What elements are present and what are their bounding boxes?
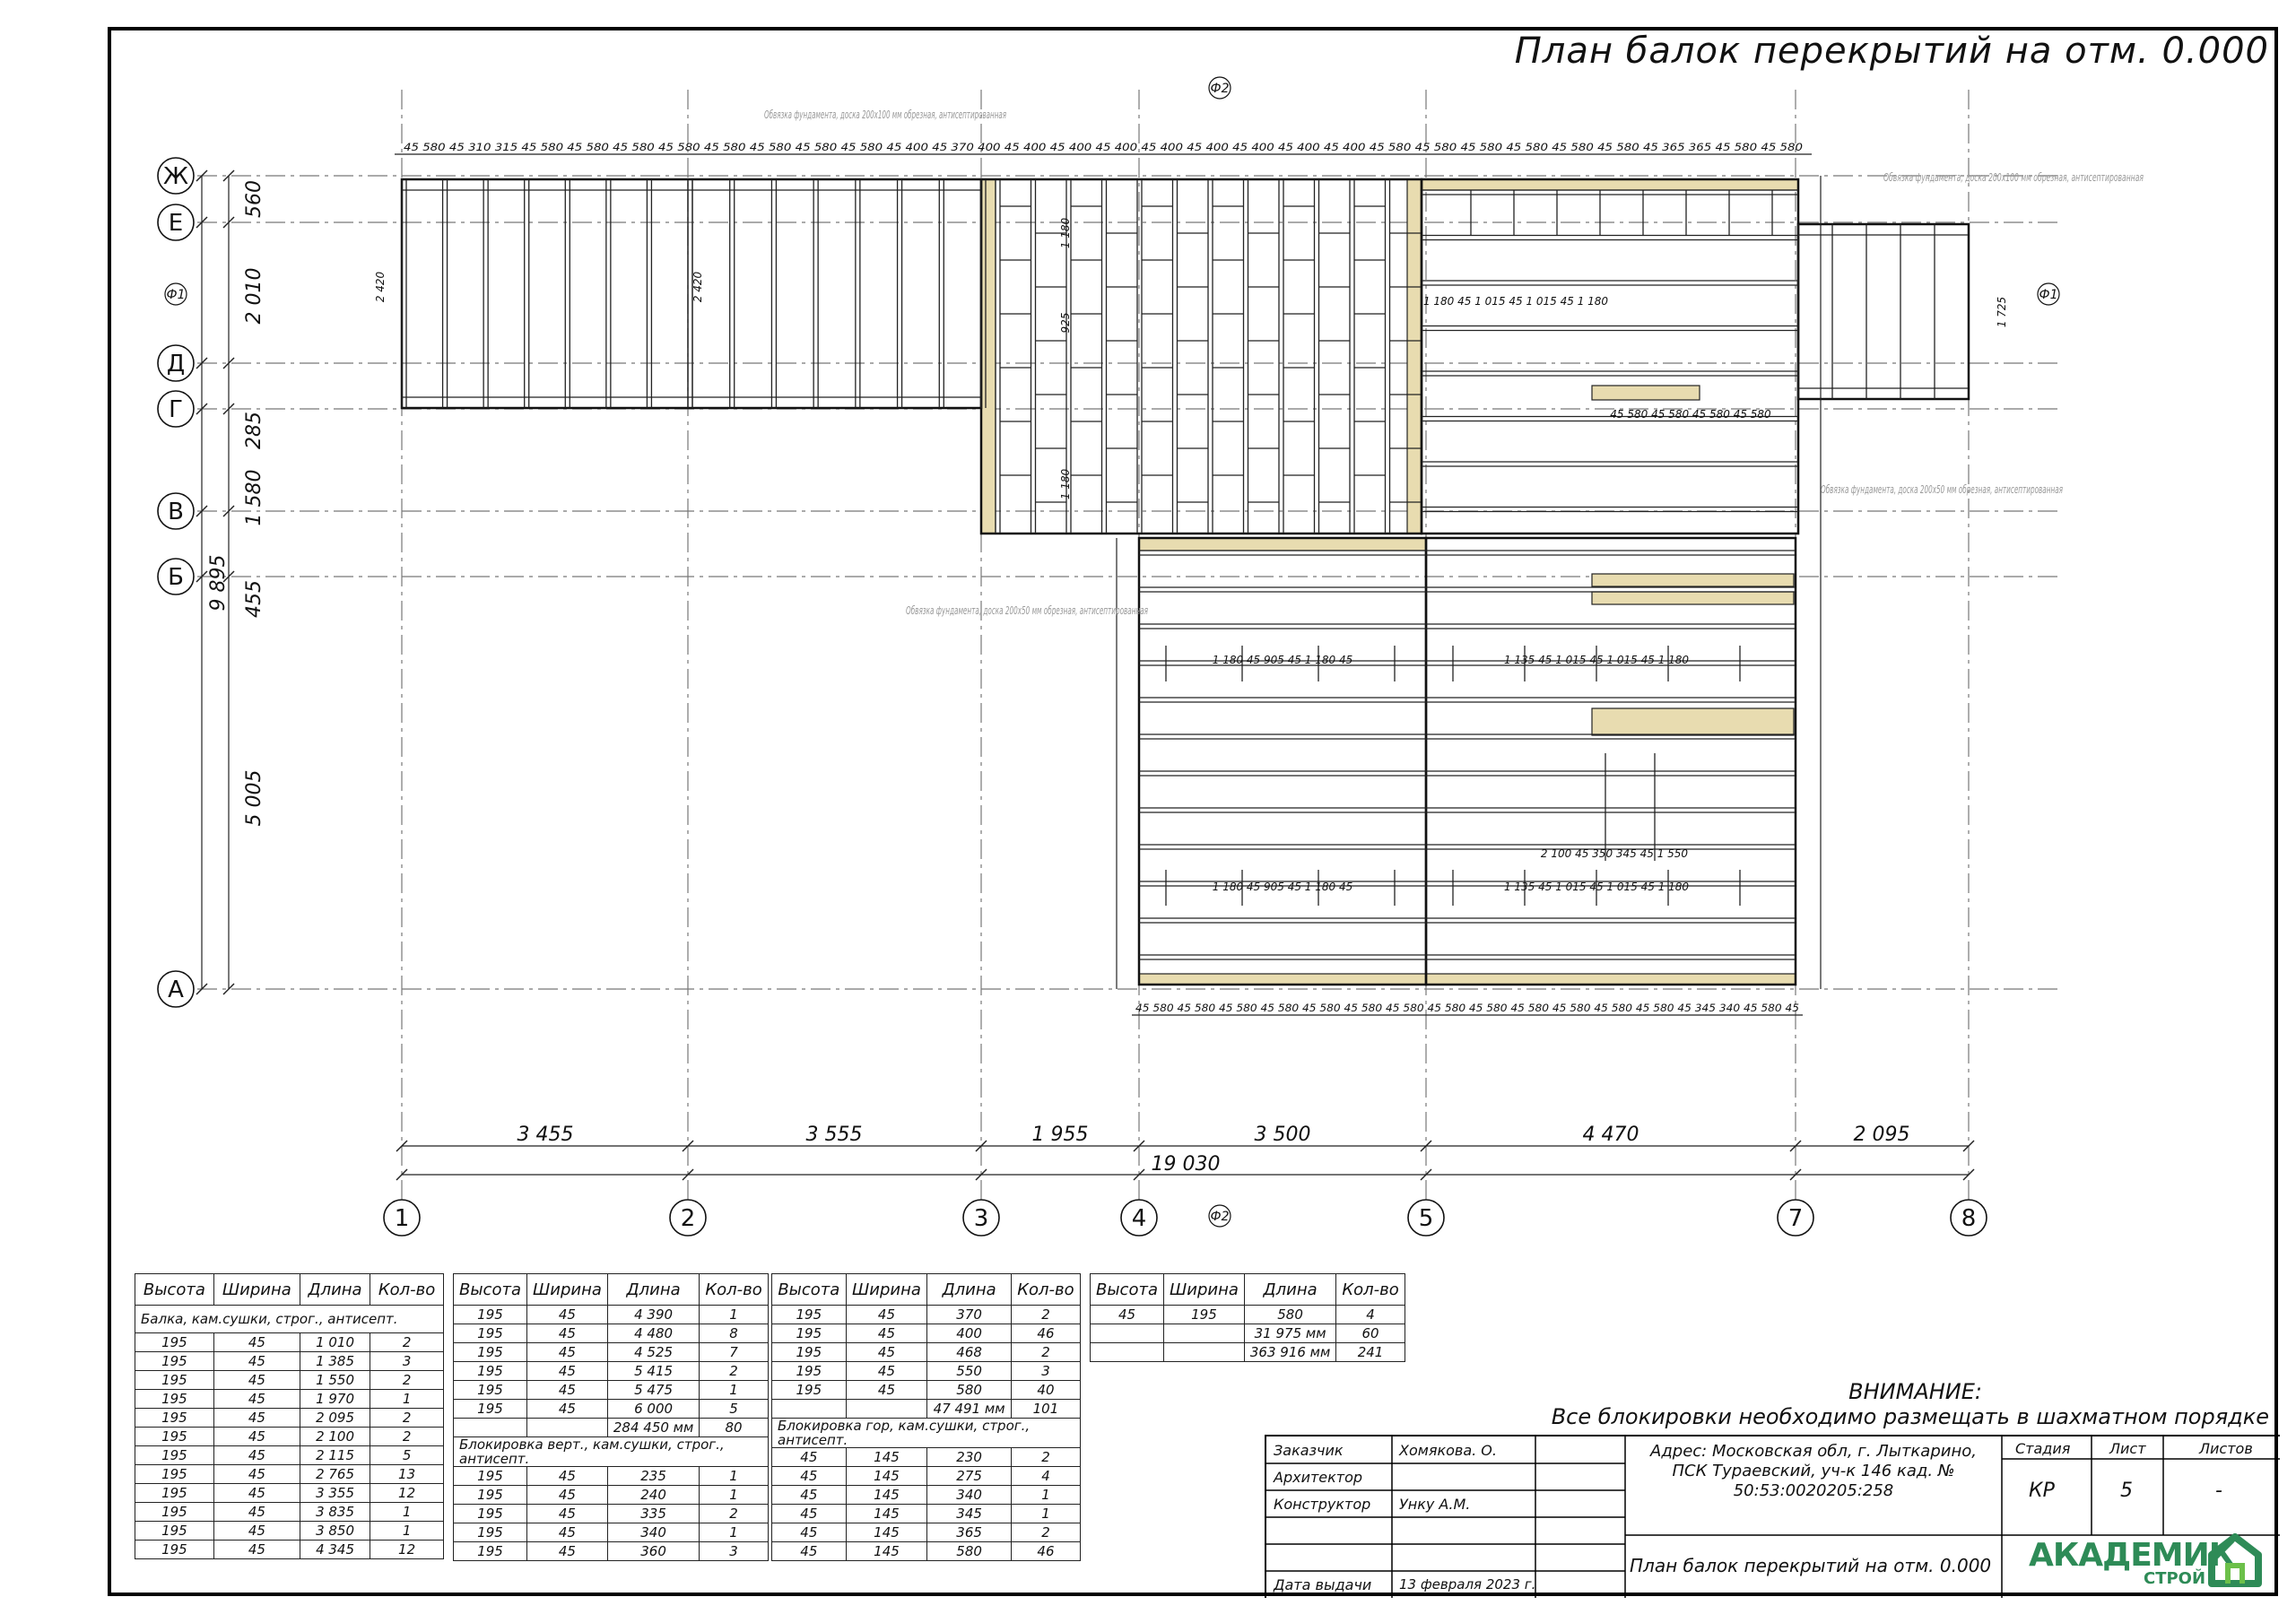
table-row bbox=[454, 1486, 769, 1505]
axis-label: 4 bbox=[1131, 1205, 1147, 1232]
total-row bbox=[1091, 1343, 1405, 1362]
cell-height: 195 bbox=[135, 1465, 214, 1484]
table-body bbox=[454, 1467, 769, 1561]
cell-height: 195 bbox=[772, 1324, 847, 1343]
table-row bbox=[772, 1448, 1081, 1467]
dim-left-455: 455 bbox=[243, 580, 265, 618]
table-header bbox=[772, 1274, 1081, 1306]
col-length: Длина bbox=[927, 1274, 1012, 1306]
table-body bbox=[135, 1333, 444, 1559]
cell-length: 2 095 bbox=[300, 1409, 370, 1428]
dim-string-top: 45 580 45 310 315 45 580 45 580 45 580 45 580 45 580 45 580 45 580 45 580 45 400 45 370 400 45 400 45 400 45 400 45 400 45 400 45 400 45 400 45 400 45 580 45 580 45 580 45 580 45 580 45 580 45 365 365 45 580 45 580 bbox=[404, 141, 1803, 153]
table-row bbox=[772, 1324, 1081, 1343]
table-header bbox=[1091, 1274, 1405, 1306]
cell-length: 3 850 bbox=[300, 1522, 370, 1541]
col-height: Высота bbox=[454, 1274, 527, 1306]
cell-width: 45 bbox=[213, 1428, 300, 1446]
col-width: Ширина bbox=[1164, 1274, 1245, 1306]
cell-length: 580 bbox=[927, 1542, 1012, 1561]
dim-bottom-3: 1 955 bbox=[1031, 1124, 1089, 1146]
col-width: Ширина bbox=[846, 1274, 927, 1306]
cell-length: 275 bbox=[927, 1467, 1012, 1486]
dim-bottom-2: 3 555 bbox=[805, 1124, 863, 1146]
table-row bbox=[135, 1333, 444, 1352]
cell-qty: 2 bbox=[370, 1428, 444, 1446]
cell-width: 45 bbox=[846, 1306, 927, 1324]
cell-height: 45 bbox=[772, 1448, 847, 1467]
total-length: 363 916 мм bbox=[1244, 1343, 1335, 1362]
inner-dim-v1: 2 420 bbox=[374, 271, 387, 303]
total-qty: 241 bbox=[1336, 1343, 1405, 1362]
cell-height: 195 bbox=[135, 1333, 214, 1352]
cell-length: 235 bbox=[607, 1467, 699, 1486]
cell-width: 45 bbox=[213, 1446, 300, 1465]
dim-left-560: 560 bbox=[243, 180, 265, 218]
cell-height: 195 bbox=[454, 1306, 527, 1324]
inner-dim-row2: 45 580 45 580 45 580 45 580 bbox=[1610, 408, 1771, 421]
note-strapping-2: Обвязка фундамента, доска 200х100 мм обрезная, антисептированная bbox=[1883, 171, 2144, 184]
total-length: 284 450 мм bbox=[607, 1419, 699, 1437]
project-address: Адрес: Московская обл, г. Лыткарино, ПСК Тураевский, уч-к 146 кад. № 50:53:0020205:258 bbox=[1650, 1442, 1977, 1500]
table-row bbox=[454, 1343, 769, 1362]
cell-qty: 46 bbox=[1011, 1542, 1080, 1561]
cell-height: 45 bbox=[772, 1467, 847, 1486]
cell-width: 45 bbox=[527, 1343, 608, 1362]
cell-length: 3 355 bbox=[300, 1484, 370, 1503]
cell-qty: 1 bbox=[370, 1522, 444, 1541]
table-row bbox=[454, 1505, 769, 1523]
dim-bottom-4: 3 500 bbox=[1254, 1124, 1311, 1146]
col-height: Высота bbox=[135, 1274, 214, 1306]
axis-label: 8 bbox=[1961, 1205, 1977, 1232]
note-strapping-4: Обвязка фундамента, доска 200х50 мм обрезная, антисептированная bbox=[906, 604, 1148, 617]
logo-line-2: СТРОЙ bbox=[2144, 1569, 2206, 1588]
table-row bbox=[772, 1467, 1081, 1486]
note-strapping-1: Обвязка фундамента, доска 200х100 мм обрезная, антисептированная bbox=[764, 108, 1006, 121]
cell-width: 45 bbox=[846, 1362, 927, 1381]
cell-length: 4 390 bbox=[607, 1306, 699, 1324]
table-row bbox=[135, 1428, 444, 1446]
table-row bbox=[135, 1390, 444, 1409]
cell-length: 4 525 bbox=[607, 1343, 699, 1362]
total-row bbox=[772, 1400, 1081, 1419]
inner-dim-v3: 1 180 bbox=[1059, 217, 1072, 249]
warning-text: Все блокировки необходимо размещать в шахматном порядке bbox=[1551, 1404, 2269, 1429]
dim-left-overall: 9 895 bbox=[207, 554, 230, 612]
cell-qty: 12 bbox=[370, 1484, 444, 1503]
table-row bbox=[135, 1446, 444, 1465]
cell-qty: 1 bbox=[1011, 1505, 1080, 1523]
total-qty: 80 bbox=[700, 1419, 768, 1437]
cell-height: 195 bbox=[454, 1505, 527, 1523]
cell-width: 45 bbox=[527, 1381, 608, 1400]
cell-width: 45 bbox=[527, 1505, 608, 1523]
house-logo-icon bbox=[2208, 1533, 2262, 1587]
col-qty: Кол-во bbox=[1336, 1274, 1405, 1306]
customer-label: Заказчик bbox=[1274, 1442, 1344, 1459]
cell-width: 45 bbox=[846, 1324, 927, 1343]
axis-label: 1 bbox=[394, 1205, 410, 1232]
cell-height: 195 bbox=[772, 1306, 847, 1324]
total-row bbox=[454, 1419, 769, 1437]
inner-dim-row7: 1 135 45 1 015 45 1 015 45 1 180 bbox=[1503, 881, 1690, 893]
dim-bottom-5: 4 470 bbox=[1582, 1124, 1639, 1146]
table-row bbox=[135, 1465, 444, 1484]
section-label: Блокировка гор, кам.сушки, строг., антисепт. bbox=[772, 1419, 1081, 1448]
axis-label: Г bbox=[169, 396, 183, 423]
cell-height: 195 bbox=[454, 1343, 527, 1362]
cell-length: 5 475 bbox=[607, 1381, 699, 1400]
table-row bbox=[454, 1324, 769, 1343]
inner-dim-v6: 1 725 bbox=[1996, 296, 2008, 328]
sheet-value: 5 bbox=[2120, 1480, 2133, 1502]
table-row bbox=[454, 1542, 769, 1561]
total-row bbox=[1091, 1324, 1405, 1343]
table-row bbox=[454, 1400, 769, 1419]
table-body bbox=[1091, 1306, 1405, 1324]
cell-width: 145 bbox=[846, 1467, 927, 1486]
cell-width: 145 bbox=[846, 1448, 927, 1467]
cell-qty: 5 bbox=[370, 1446, 444, 1465]
cell-qty: 4 bbox=[1336, 1306, 1405, 1324]
table-body bbox=[772, 1306, 1081, 1400]
total-length: 31 975 мм bbox=[1244, 1324, 1335, 1343]
cell-length: 550 bbox=[927, 1362, 1012, 1381]
col-width: Ширина bbox=[213, 1274, 300, 1306]
cell-length: 400 bbox=[927, 1324, 1012, 1343]
table-row bbox=[772, 1306, 1081, 1324]
cell-width: 145 bbox=[846, 1486, 927, 1505]
cell-length: 345 bbox=[927, 1505, 1012, 1523]
section-mark-right-label: Ф1 bbox=[2039, 288, 2058, 302]
cell-qty: 2 bbox=[700, 1362, 768, 1381]
table-row bbox=[454, 1381, 769, 1400]
inner-dim-row5: 2 100 45 350 345 45 1 550 bbox=[1540, 847, 1689, 860]
cell-height: 195 bbox=[135, 1446, 214, 1465]
inner-dim-row4: 1 135 45 1 015 45 1 015 45 1 180 bbox=[1503, 654, 1690, 666]
col-width: Ширина bbox=[527, 1274, 608, 1306]
cell-qty: 5 bbox=[700, 1400, 768, 1419]
cell-length: 468 bbox=[927, 1343, 1012, 1362]
cell-qty: 1 bbox=[700, 1306, 768, 1324]
date-label: Дата выдачи bbox=[1274, 1576, 1372, 1593]
cell-height: 195 bbox=[135, 1409, 214, 1428]
table-row bbox=[772, 1362, 1081, 1381]
cell-height: 195 bbox=[454, 1381, 527, 1400]
cell-qty: 1 bbox=[700, 1381, 768, 1400]
table-row bbox=[135, 1503, 444, 1522]
cell-qty: 1 bbox=[370, 1390, 444, 1409]
cell-width: 45 bbox=[213, 1541, 300, 1559]
cell-width: 45 bbox=[213, 1390, 300, 1409]
cell-height: 195 bbox=[454, 1362, 527, 1381]
cell-width: 45 bbox=[213, 1465, 300, 1484]
table-row bbox=[135, 1522, 444, 1541]
cell-qty: 1 bbox=[370, 1503, 444, 1522]
cell-qty: 1 bbox=[700, 1486, 768, 1505]
cell-height: 195 bbox=[135, 1541, 214, 1559]
axis-label: Д bbox=[166, 351, 186, 378]
cell-width: 45 bbox=[527, 1306, 608, 1324]
cell-height: 195 bbox=[772, 1381, 847, 1400]
cell-length: 3 835 bbox=[300, 1503, 370, 1522]
warning-title: ВНИМАНИЕ: bbox=[1848, 1379, 1982, 1404]
spec-table-3 bbox=[771, 1273, 1081, 1561]
section-mark-bottom-label: Ф2 bbox=[1210, 1210, 1230, 1224]
cell-height: 195 bbox=[454, 1486, 527, 1505]
cell-qty: 1 bbox=[700, 1467, 768, 1486]
cell-qty: 3 bbox=[370, 1352, 444, 1371]
cell-qty: 8 bbox=[700, 1324, 768, 1343]
dim-overall: 19 030 bbox=[1151, 1153, 1221, 1176]
table-header bbox=[135, 1274, 444, 1306]
sheets-value: - bbox=[2215, 1480, 2222, 1502]
section-label: Балка, кам.сушки, строг., антисепт. bbox=[135, 1306, 444, 1333]
cell-length: 4 480 bbox=[607, 1324, 699, 1343]
table-row bbox=[772, 1343, 1081, 1362]
table-row bbox=[454, 1523, 769, 1542]
table-row bbox=[772, 1523, 1081, 1542]
cell-height: 195 bbox=[135, 1390, 214, 1409]
cell-width: 45 bbox=[527, 1467, 608, 1486]
customer-value: Хомякова. О. bbox=[1399, 1442, 1497, 1459]
axis-label: А bbox=[168, 976, 184, 1003]
col-length: Длина bbox=[607, 1274, 699, 1306]
cell-length: 4 345 bbox=[300, 1541, 370, 1559]
cell-height: 195 bbox=[454, 1400, 527, 1419]
axis-label: 7 bbox=[1787, 1205, 1804, 1232]
cell-width: 45 bbox=[527, 1400, 608, 1419]
logo-line-1: АКАДЕМИК bbox=[2029, 1537, 2235, 1574]
dim-left-285: 285 bbox=[243, 412, 265, 449]
cell-qty: 3 bbox=[700, 1542, 768, 1561]
axis-label: 5 bbox=[1418, 1205, 1434, 1232]
cell-width: 45 bbox=[213, 1503, 300, 1522]
cell-length: 2 100 bbox=[300, 1428, 370, 1446]
cell-length: 360 bbox=[607, 1542, 699, 1561]
cell-length: 580 bbox=[1244, 1306, 1335, 1324]
cell-height: 45 bbox=[1091, 1306, 1164, 1324]
col-length: Длина bbox=[1244, 1274, 1335, 1306]
cell-width: 45 bbox=[527, 1486, 608, 1505]
cell-height: 195 bbox=[135, 1522, 214, 1541]
cell-width: 45 bbox=[527, 1324, 608, 1343]
dim-left-1580: 1 580 bbox=[243, 469, 265, 526]
table-row bbox=[454, 1306, 769, 1324]
date-value: 13 февраля 2023 г. bbox=[1399, 1576, 1536, 1593]
table-row bbox=[1091, 1306, 1405, 1324]
axis-label: Ж bbox=[162, 163, 189, 190]
cell-width: 45 bbox=[213, 1522, 300, 1541]
section-mark-top-label: Ф2 bbox=[1210, 82, 1230, 96]
col-qty: Кол-во bbox=[370, 1274, 444, 1306]
cell-height: 195 bbox=[135, 1503, 214, 1522]
col-qty: Кол-во bbox=[700, 1274, 768, 1306]
section-label: Блокировка верт., кам.сушки, строг., антисепт. bbox=[454, 1437, 769, 1467]
cell-width: 45 bbox=[213, 1409, 300, 1428]
cell-height: 195 bbox=[135, 1484, 214, 1503]
table-row bbox=[135, 1371, 444, 1390]
warning-note bbox=[1552, 1379, 2269, 1429]
architect-label: Архитектор bbox=[1274, 1469, 1363, 1486]
company-logo bbox=[2029, 1533, 2235, 1589]
sheets-label: Листов bbox=[2199, 1440, 2253, 1457]
designer-value: Унку А.М. bbox=[1399, 1496, 1471, 1513]
cell-qty: 40 bbox=[1011, 1381, 1080, 1400]
designer-label: Конструктор bbox=[1274, 1496, 1371, 1513]
cell-height: 195 bbox=[454, 1324, 527, 1343]
cell-qty: 2 bbox=[1011, 1306, 1080, 1324]
inner-dim-row3: 1 180 45 905 45 1 180 45 bbox=[1212, 654, 1353, 666]
table-body bbox=[454, 1306, 769, 1419]
cell-length: 2 765 bbox=[300, 1465, 370, 1484]
col-height: Высота bbox=[1091, 1274, 1164, 1306]
cell-length: 6 000 bbox=[607, 1400, 699, 1419]
cell-height: 195 bbox=[454, 1523, 527, 1542]
inner-dim-row6: 1 180 45 905 45 1 180 45 bbox=[1212, 881, 1353, 893]
cell-qty: 12 bbox=[370, 1541, 444, 1559]
inner-dim-row1: 1 180 45 1 015 45 1 015 45 1 180 bbox=[1422, 295, 1609, 308]
cell-qty: 3 bbox=[1011, 1362, 1080, 1381]
cell-length: 580 bbox=[927, 1381, 1012, 1400]
cell-length: 5 415 bbox=[607, 1362, 699, 1381]
cell-width: 45 bbox=[213, 1371, 300, 1390]
cell-qty: 2 bbox=[370, 1409, 444, 1428]
note-strapping-3: Обвязка фундамента, доска 200х50 мм обрезная, антисептированная bbox=[1821, 483, 2063, 496]
drawing-title: План балок перекрытий на отм. 0.000 bbox=[1514, 30, 2269, 72]
table-row bbox=[135, 1541, 444, 1559]
cell-qty: 4 bbox=[1011, 1467, 1080, 1486]
cell-width: 45 bbox=[213, 1352, 300, 1371]
cell-height: 195 bbox=[135, 1428, 214, 1446]
total-qty: 60 bbox=[1336, 1324, 1405, 1343]
cell-length: 1 010 bbox=[300, 1333, 370, 1352]
cell-length: 240 bbox=[607, 1486, 699, 1505]
cell-length: 1 385 bbox=[300, 1352, 370, 1371]
table-row bbox=[454, 1467, 769, 1486]
cell-length: 365 bbox=[927, 1523, 1012, 1542]
cell-width: 45 bbox=[527, 1542, 608, 1561]
total-length: 47 491 мм bbox=[927, 1400, 1012, 1419]
cell-length: 335 bbox=[607, 1505, 699, 1523]
cell-qty: 2 bbox=[370, 1333, 444, 1352]
cell-height: 195 bbox=[454, 1542, 527, 1561]
dim-string-bottom: 45 580 45 580 45 580 45 580 45 580 45 580 45 580 45 580 45 580 45 580 45 580 45 580 45 580 45 345 340 45 580 45 bbox=[1135, 1002, 1799, 1014]
cell-width: 195 bbox=[1164, 1306, 1245, 1324]
table-row bbox=[772, 1505, 1081, 1523]
dim-bottom-6: 2 095 bbox=[1853, 1124, 1910, 1146]
table-row bbox=[772, 1381, 1081, 1400]
cell-height: 45 bbox=[772, 1486, 847, 1505]
table-row bbox=[135, 1484, 444, 1503]
cell-length: 370 bbox=[927, 1306, 1012, 1324]
axis-label: Б bbox=[168, 564, 184, 591]
table-header bbox=[454, 1274, 769, 1306]
cell-width: 45 bbox=[213, 1333, 300, 1352]
sheet-label: Лист bbox=[2109, 1440, 2146, 1457]
cell-height: 195 bbox=[454, 1467, 527, 1486]
dim-bottom-1: 3 455 bbox=[517, 1124, 574, 1146]
cell-height: 195 bbox=[135, 1352, 214, 1371]
cell-width: 45 bbox=[527, 1523, 608, 1542]
cell-length: 2 115 bbox=[300, 1446, 370, 1465]
cell-qty: 7 bbox=[700, 1343, 768, 1362]
table-row bbox=[772, 1486, 1081, 1505]
axis-label: Е bbox=[168, 210, 184, 237]
spec-table-1 bbox=[135, 1273, 444, 1559]
axis-label: 3 bbox=[973, 1205, 989, 1232]
cell-qty: 2 bbox=[700, 1505, 768, 1523]
table-row bbox=[135, 1409, 444, 1428]
cell-length: 230 bbox=[927, 1448, 1012, 1467]
spec-table-2 bbox=[453, 1273, 769, 1561]
cell-length: 1 550 bbox=[300, 1371, 370, 1390]
cell-height: 195 bbox=[772, 1362, 847, 1381]
cell-height: 195 bbox=[135, 1371, 214, 1390]
inner-dim-v2: 2 420 bbox=[691, 271, 704, 303]
cell-height: 45 bbox=[772, 1505, 847, 1523]
stage-value: КР bbox=[2029, 1480, 2055, 1502]
cell-qty: 46 bbox=[1011, 1324, 1080, 1343]
section-mark-left-label: Ф1 bbox=[166, 288, 186, 302]
table-row bbox=[454, 1362, 769, 1381]
stage-label: Стадия bbox=[2015, 1440, 2071, 1457]
col-qty: Кол-во bbox=[1011, 1274, 1080, 1306]
cell-qty: 2 bbox=[1011, 1523, 1080, 1542]
col-height: Высота bbox=[772, 1274, 847, 1306]
cell-width: 145 bbox=[846, 1542, 927, 1561]
table-row bbox=[135, 1352, 444, 1371]
cell-qty: 1 bbox=[700, 1523, 768, 1542]
cell-length: 340 bbox=[607, 1523, 699, 1542]
cell-qty: 13 bbox=[370, 1465, 444, 1484]
cell-qty: 2 bbox=[1011, 1343, 1080, 1362]
inner-dim-v5: 1 180 bbox=[1059, 468, 1072, 500]
dim-left-2010: 2 010 bbox=[243, 267, 265, 325]
axis-label: В bbox=[168, 499, 184, 525]
cell-height: 45 bbox=[772, 1542, 847, 1561]
cell-width: 45 bbox=[213, 1484, 300, 1503]
cell-width: 45 bbox=[846, 1381, 927, 1400]
table-row bbox=[772, 1542, 1081, 1561]
cell-height: 45 bbox=[772, 1523, 847, 1542]
cell-width: 145 bbox=[846, 1505, 927, 1523]
spec-table-4 bbox=[1090, 1273, 1405, 1362]
axis-label: 2 bbox=[680, 1205, 696, 1232]
total-qty: 101 bbox=[1011, 1400, 1080, 1419]
cell-width: 45 bbox=[846, 1343, 927, 1362]
cell-length: 340 bbox=[927, 1486, 1012, 1505]
dim-left-5005: 5 005 bbox=[243, 769, 265, 827]
cell-width: 45 bbox=[527, 1362, 608, 1381]
cell-height: 195 bbox=[772, 1343, 847, 1362]
inner-dim-v4: 925 bbox=[1059, 312, 1072, 334]
cell-qty: 2 bbox=[1011, 1448, 1080, 1467]
cell-length: 1 970 bbox=[300, 1390, 370, 1409]
cell-width: 145 bbox=[846, 1523, 927, 1542]
cell-qty: 1 bbox=[1011, 1486, 1080, 1505]
cell-qty: 2 bbox=[370, 1371, 444, 1390]
sheet-title: План балок перекрытий на отм. 0.000 bbox=[1630, 1555, 1992, 1576]
col-length: Длина bbox=[300, 1274, 370, 1306]
table-body bbox=[772, 1448, 1081, 1561]
